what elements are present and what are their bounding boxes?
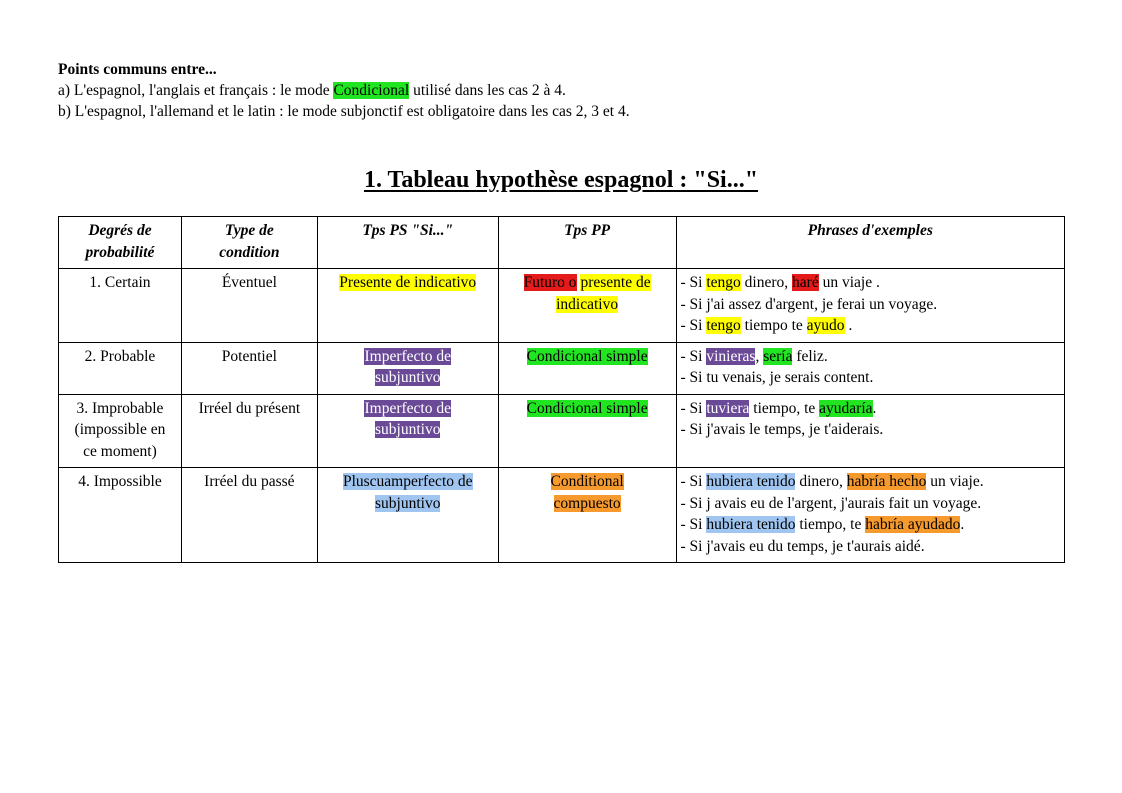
cell-tps-ps [317,269,498,343]
cell-tps-pp [498,269,676,343]
tps-pp-highlight: Condicional simple [526,347,648,365]
tps-ps-highlight: subjuntivo [375,369,441,386]
example-highlight: ayudaría [819,399,873,417]
example-text: tiempo, te [795,516,866,533]
example-highlight: sería [763,347,793,365]
cell-tps-pp [498,394,676,468]
example-text: . [872,399,877,417]
cell-tps-ps [317,468,498,563]
header-tps-pp: Tps PP [498,217,676,269]
cell-degree: 4. Impossible [59,468,182,563]
example-text: - Si [680,516,707,533]
example-highlight: haré [792,274,819,291]
example-highlight: ayudo [806,317,845,334]
example-line: - Si j avais eu de l'argent, j'aurais fait un voyage. [680,494,982,512]
page-title: 1. Tableau hypothèse espagnol : "Si..." [363,167,759,193]
tps-ps-highlight: Imperfecto de [364,347,451,365]
table-row [59,342,1065,394]
tps-pp-highlight: Condicional simple [526,399,648,417]
example-text: . [844,317,853,334]
example-line [681,272,1059,294]
page-title-wrap [0,165,1122,195]
hypothesis-table [58,216,1065,563]
cell-type: Irréel du présent [181,394,317,468]
example-text: , [755,347,764,365]
example-line [681,315,1059,337]
example-highlight: habría ayudado [865,516,961,533]
example-highlight: tengo [706,317,741,334]
header-phrases: Phrases d'exemples [676,217,1064,269]
tps-ps-highlight: Pluscuamperfecto de [342,473,473,490]
intro [58,59,630,122]
example-line: - Si j'ai assez d'argent, je ferai un voyage. [680,295,938,313]
degree-line: (impossible en [74,421,166,438]
cell-degree: 1. Certain [59,269,182,343]
cell-type: Éventuel [181,269,317,343]
example-text: feliz. [792,347,828,365]
header-type-line1: Type de [224,222,274,239]
cell-examples [676,394,1064,468]
example-text: - Si [680,274,707,291]
header-type [181,217,317,269]
example-text: tiempo, te [749,399,820,417]
example-text: tiempo te [740,317,807,334]
example-highlight: vinieras [706,347,756,365]
example-line [681,398,1059,420]
example-highlight: tengo [706,274,741,291]
example-line: - Si j'avais eu du temps, je t'aurais aidé. [680,537,925,555]
cell-examples [676,468,1064,563]
intro-line-a [58,80,630,101]
example-line: - Si tu venais, je serais content. [680,369,874,386]
example-line [681,471,1059,493]
tps-pp-presente-highlight: presente de [580,274,651,291]
intro-line-b: b) L'espagnol, l'allemand et le latin : le mode subjonctif est obligatoire dans les cas 2, 3 et 4. [58,103,630,120]
example-text: - Si [680,347,707,365]
cell-examples [676,269,1064,343]
intro-condicional-highlight: Condicional [333,82,410,99]
cell-type: Potentiel [181,342,317,394]
example-highlight: habría hecho [846,473,927,490]
table-row [59,269,1065,343]
example-text: un viaje . [818,274,880,291]
cell-tps-pp [498,468,676,563]
cell-type: Irréel du passé [181,468,317,563]
example-highlight: tuviera [706,399,750,417]
cell-examples [676,342,1064,394]
cell-degree [59,394,182,468]
header-degres-line1: Degrés de [88,222,152,239]
example-line [681,514,1059,536]
degree-line: 3. Improbable [76,399,164,417]
intro-line-a-suffix: utilisé dans les cas 2 à 4. [409,82,566,99]
tps-ps-highlight: subjuntivo [375,494,441,512]
degree-line: ce moment) [83,442,157,460]
table-header-row [59,217,1065,269]
example-text: dinero, [740,274,793,291]
header-tps-ps: Tps PS "Si..." [317,217,498,269]
header-degres-line2: probabilité [85,243,155,261]
example-line: - Si j'avais le temps, je t'aiderais. [680,421,884,438]
example-text: - Si [680,317,707,334]
cell-tps-pp [498,342,676,394]
tps-pp-highlight: compuesto [553,494,621,512]
tps-pp-highlight: Conditional [550,473,624,490]
header-type-line2: condition [219,243,280,261]
tps-pp-indicativo-highlight: indicativo [556,295,619,313]
example-line [681,346,1059,368]
header-degres [59,217,182,269]
intro-heading: Points communs entre... [58,61,217,78]
cell-degree: 2. Probable [59,342,182,394]
example-highlight: hubiera tenido [706,516,796,533]
tps-ps-highlight: Presente de indicativo [339,274,477,291]
example-text: . [960,516,965,533]
tps-ps-highlight: subjuntivo [375,421,441,438]
example-text: dinero, [795,473,847,490]
table-row [59,394,1065,468]
tps-ps-highlight: Imperfecto de [364,399,451,417]
example-highlight: hubiera tenido [706,473,796,490]
table-row [59,468,1065,563]
example-text: - Si [680,399,707,417]
example-text: - Si [680,473,707,490]
intro-line-a-prefix: a) L'espagnol, l'anglais et français : le mode [58,82,334,99]
cell-tps-ps [317,342,498,394]
tps-pp-futuro-highlight: Futuro o [523,274,577,291]
cell-tps-ps [317,394,498,468]
example-text: un viaje. [926,473,984,490]
